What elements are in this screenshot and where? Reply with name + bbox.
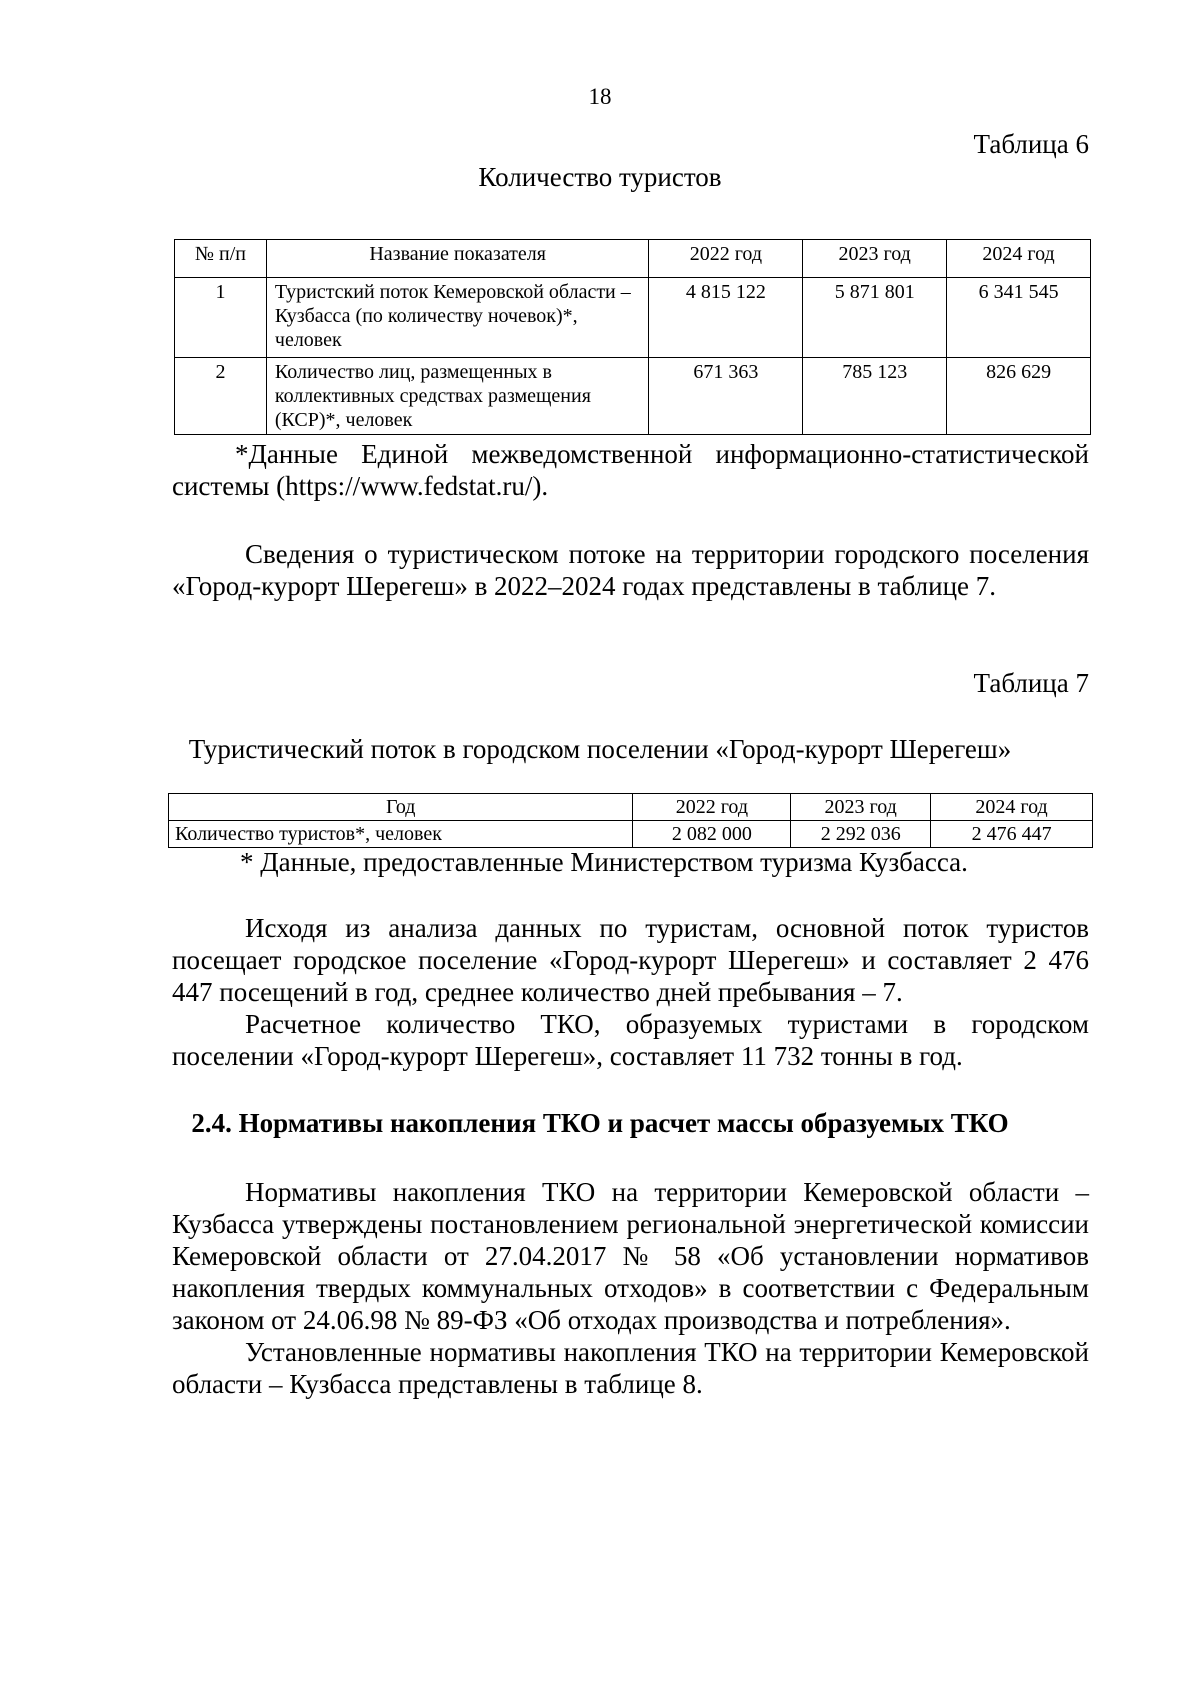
table6 bbox=[174, 239, 1091, 435]
table7-header-2024: 2024 год bbox=[931, 794, 1093, 821]
paragraph-norms: Нормативы накопления ТКО на территории Кемеровской области – Кузбасса утверждены постановлением региональной энергетической комиссии Кемеровской области от 27.04.2017 № 58 «Об установлении нормативов накопления твердых коммунальных отходов» в соответствии с Федеральным законом от 24.06.98 № 89-ФЗ «Об отходах производства и потребления». bbox=[172, 1177, 1089, 1335]
table7-title: Туристический поток в городском поселении «Город-курорт Шерегеш» bbox=[188, 734, 1012, 764]
paragraph-tko-estimate: Расчетное количество ТКО, образуемых туристами в городском поселении «Город-курорт Шерегеш», составляет 11 732 тонны в год. bbox=[172, 1009, 1089, 1071]
table7 bbox=[168, 793, 1093, 848]
table6-row2-2023: 785 123 bbox=[803, 358, 947, 435]
table6-header-2023: 2023 год bbox=[803, 240, 947, 278]
table7-header-year: Год bbox=[169, 794, 633, 821]
table6-row1-2022: 4 815 122 bbox=[649, 278, 803, 358]
table6-footnote: *Данные Единой межведомственной информационно-статистической системы (https://www.fedstat.ru/). bbox=[172, 439, 1089, 501]
table6-header-num: № п/п bbox=[175, 240, 267, 278]
table6-row1-2024: 6 341 545 bbox=[947, 278, 1091, 358]
paragraph-analysis: Исходя из анализа данных по туристам, основной поток туристов посещает городское поселение «Город-курорт Шерегеш» и составляет 2 476 447 посещений в год, среднее количество дней пребывания – 7. bbox=[172, 913, 1089, 1007]
table6-row2-num: 2 bbox=[175, 358, 267, 435]
table7-label: Таблица 7 bbox=[973, 668, 1089, 698]
paragraph-norms-table: Установленные нормативы накопления ТКО на территории Кемеровской области – Кузбасса представлены в таблице 8. bbox=[172, 1337, 1089, 1399]
table-row bbox=[175, 278, 1091, 358]
table7-footnote: * Данные, предоставленные Министерством туризма Кузбасса. bbox=[240, 847, 968, 877]
paragraph-block-2 bbox=[172, 912, 1089, 1072]
table6-row1-2023: 5 871 801 bbox=[803, 278, 947, 358]
table6-row2-2024: 826 629 bbox=[947, 358, 1091, 435]
table7-row-2024: 2 476 447 bbox=[931, 821, 1093, 848]
table7-row-2023: 2 292 036 bbox=[791, 821, 931, 848]
paragraph-block-3 bbox=[172, 1176, 1089, 1400]
table6-header-name: Название показателя bbox=[266, 240, 649, 278]
table6-row1-num: 1 bbox=[175, 278, 267, 358]
table7-row-2022: 2 082 000 bbox=[633, 821, 791, 848]
page-number: 18 bbox=[588, 84, 612, 109]
paragraph-tourist-flow: Сведения о туристическом потоке на территории городского поселения «Город-курорт Шерегеш» в 2022–2024 годах представлены в таблице 7. bbox=[172, 539, 1089, 601]
table7-header-row bbox=[169, 794, 1093, 821]
table7-row-name: Количество туристов*, человек bbox=[169, 821, 633, 848]
table6-label: Таблица 6 bbox=[973, 129, 1089, 159]
table6-footnote-block bbox=[172, 438, 1089, 502]
table6-row2-name: Количество лиц, размещенных в коллективных средствах размещения (КСР)*, человек bbox=[266, 358, 649, 435]
table-row bbox=[169, 821, 1093, 848]
table7-header-2023: 2023 год bbox=[791, 794, 931, 821]
table6-header-2022: 2022 год bbox=[649, 240, 803, 278]
table6-header-row bbox=[175, 240, 1091, 278]
table6-row1-name: Туристский поток Кемеровской области – Кузбасса (по количеству ночевок)*, человек bbox=[266, 278, 649, 358]
table7-header-2022: 2022 год bbox=[633, 794, 791, 821]
table-row bbox=[175, 358, 1091, 435]
table6-title: Количество туристов bbox=[478, 162, 722, 192]
table6-header-2024: 2024 год bbox=[947, 240, 1091, 278]
paragraph-block-1 bbox=[172, 538, 1089, 602]
section-heading: 2.4. Нормативы накопления ТКО и расчет массы образуемых ТКО bbox=[191, 1108, 1009, 1138]
table6-row2-2022: 671 363 bbox=[649, 358, 803, 435]
